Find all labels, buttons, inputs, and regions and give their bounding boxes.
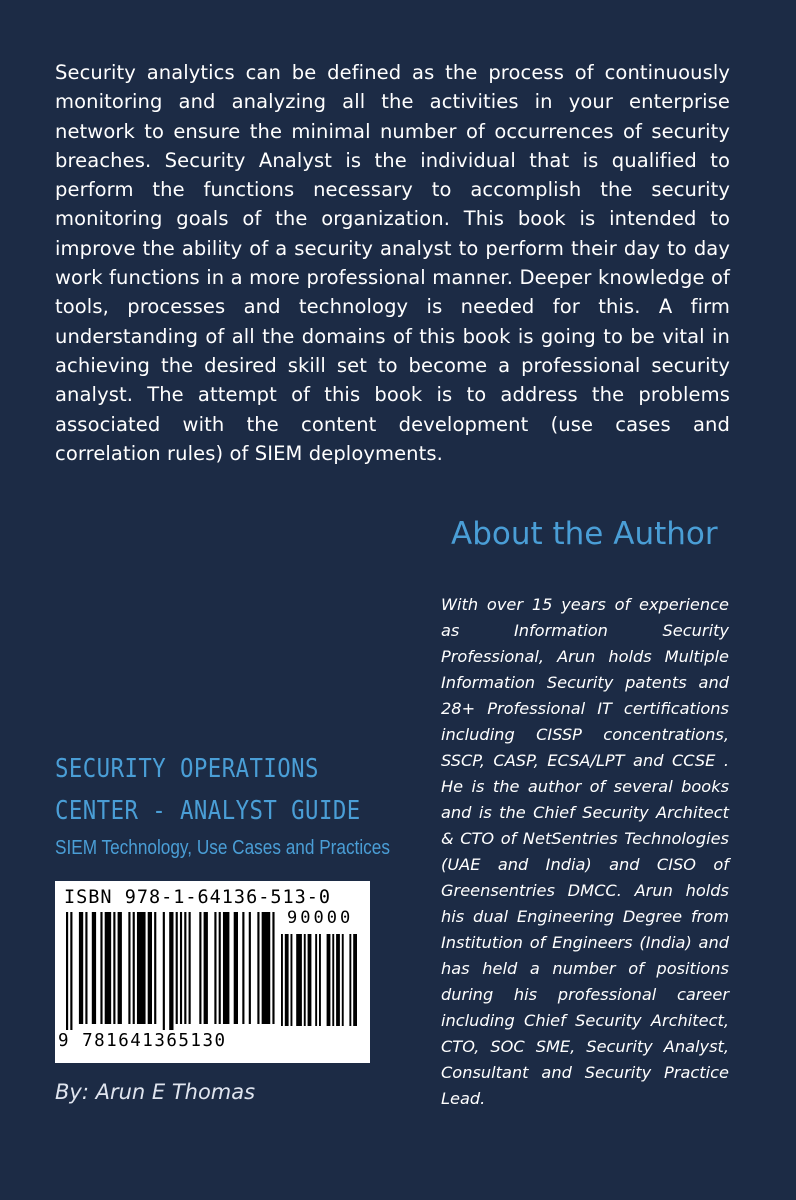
- book-title-block: [55, 748, 390, 862]
- ean-right-group: 365130: [154, 1031, 227, 1051]
- barcode-bar: [281, 934, 283, 1026]
- ean-first-digit: 9: [58, 1031, 71, 1051]
- book-title-line-2: CENTER - ANALYST GUIDE: [55, 796, 361, 826]
- barcode-bar: [304, 934, 306, 1026]
- barcode-bar: [118, 912, 122, 1024]
- price-addon-digits: 90000: [287, 908, 354, 928]
- barcode-bar: [285, 934, 289, 1026]
- barcode-bar: [327, 934, 331, 1026]
- barcode-bar: [169, 912, 173, 1030]
- isbn-barcode: [55, 881, 370, 1063]
- book-subtitle: SIEM Technology, Use Cases and Practices: [55, 837, 390, 859]
- barcode-bar: [349, 934, 351, 1026]
- barcode-bar: [148, 912, 152, 1024]
- barcode-bar: [137, 912, 146, 1024]
- isbn-number: ISBN 978-1-64136-513-0: [64, 887, 332, 908]
- barcode-bar: [336, 934, 340, 1026]
- barcode-bar: [113, 912, 115, 1024]
- barcode-bar: [70, 912, 72, 1030]
- barcode-bar: [308, 934, 312, 1026]
- addon-barcode-bars: [281, 934, 363, 1034]
- barcode-bar: [204, 912, 208, 1024]
- barcode-bar: [66, 912, 68, 1030]
- barcode-bar: [79, 912, 83, 1024]
- ean-left-group: 781641: [82, 1031, 155, 1051]
- barcode-bar: [133, 912, 135, 1024]
- ean-barcode-bars: [66, 912, 276, 1032]
- barcode-bar: [219, 912, 221, 1024]
- barcode-bar: [154, 912, 156, 1024]
- barcode-bar: [199, 912, 201, 1024]
- barcode-bar: [100, 912, 102, 1024]
- barcode-bar: [242, 912, 244, 1024]
- barcode-bar: [332, 934, 334, 1026]
- barcode-bar: [234, 912, 238, 1024]
- author-bio: With over 15 years of experience as Information Security Professional, Arun holds Multiple Information Security patents and 28+ Professional IT certifications including CISSP concentrations, SSCP, CASP, ECSA/LPT and CCSE . He is the author of several books and is the Chief Security Architect & CTO of NetSentries Technologies (UAE and India) and CISO of Greensentries DMCC. Arun holds his dual Engineering Degree from Institution of Engineers (India) and has held a number of positions during his professional career including Chief Security Architect, CTO, SOC SME, Security Analyst, Consultant and Security Practice Lead.: [441, 595, 729, 1108]
- barcode-bar: [249, 912, 251, 1024]
- barcode-bar: [189, 912, 191, 1024]
- barcode-bar: [184, 912, 186, 1024]
- barcode-bar: [262, 912, 271, 1024]
- author-byline: By: Arun E Thomas: [55, 1080, 256, 1104]
- barcode-bar: [223, 912, 229, 1024]
- barcode-bar: [214, 912, 216, 1024]
- barcode-bar: [319, 934, 321, 1026]
- back-cover-blurb: Security analytics can be defined as the process of continuously monitoring and analyzing all the activities in your enterprise network to ensure the minimal number of occurrences of security breaches. Security Analyst is the individual that is qualified to perform the functions necessary to accomplish the security monitoring goals of the organization. This book is intended to improve the ability of a security analyst to perform their day to day work functions in a more professional manner. Deeper knowledge of tools, processes and technology is needed for this. A firm understanding of all the domains of this book is going to be vital in achieving the desired skill set to become a professional security analyst. The attempt of this book is to address the problems associated with the content development (use cases and correlation rules) of SIEM deployments.: [55, 61, 730, 465]
- barcode-bar: [291, 934, 293, 1026]
- barcode-bar: [342, 934, 344, 1026]
- barcode-bar: [85, 912, 87, 1024]
- book-title-line-1: SECURITY OPERATIONS: [55, 754, 319, 784]
- barcode-bar: [92, 912, 96, 1024]
- barcode-bar: [180, 912, 182, 1024]
- barcode-bar: [163, 912, 165, 1030]
- barcode-bar: [296, 934, 302, 1026]
- barcode-bar: [128, 912, 130, 1024]
- barcode-bar: [176, 912, 178, 1024]
- barcode-bar: [272, 912, 274, 1024]
- ean-digits: [58, 1031, 227, 1051]
- barcode-bar: [257, 912, 259, 1024]
- barcode-bar: [105, 912, 111, 1024]
- barcode-bar: [353, 934, 357, 1026]
- barcode-bar: [315, 934, 317, 1026]
- about-author-heading: About the Author: [451, 516, 718, 552]
